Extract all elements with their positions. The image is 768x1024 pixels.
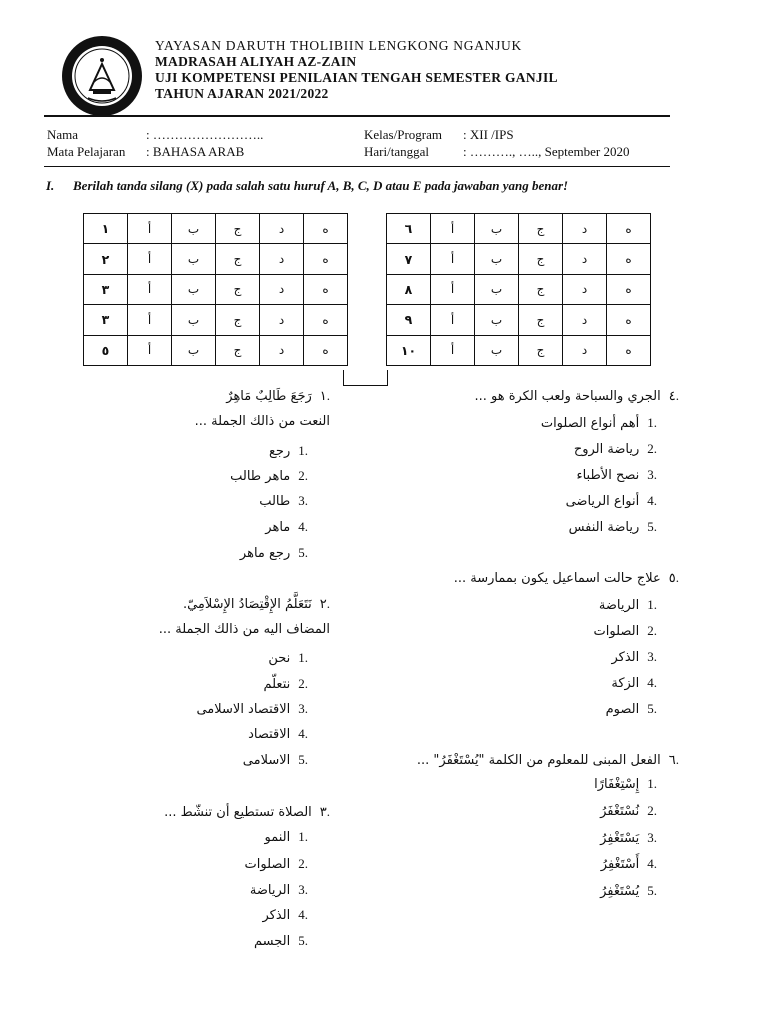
option-number: 2. bbox=[647, 441, 657, 456]
question-text: النعت من ذالك الجملة ... bbox=[194, 414, 330, 429]
option-number: 3. bbox=[647, 830, 657, 845]
answer-option[interactable] bbox=[576, 467, 657, 484]
option-text: الاسلامى bbox=[242, 753, 291, 768]
answer-option[interactable] bbox=[259, 493, 308, 510]
info-divider bbox=[44, 166, 670, 167]
answer-choice-cell[interactable]: ج bbox=[216, 214, 260, 244]
option-text: يَسْتَغْفِرُ bbox=[600, 831, 640, 846]
option-text: الصوم bbox=[605, 702, 640, 717]
option-text: الصلوات bbox=[593, 624, 640, 639]
answer-option[interactable] bbox=[240, 545, 308, 562]
option-number: 5. bbox=[647, 883, 657, 898]
option-text: نتعلّم bbox=[263, 677, 291, 692]
question-number: ٤. bbox=[668, 388, 679, 403]
option-number: 4. bbox=[298, 726, 308, 741]
answer-option[interactable] bbox=[265, 829, 308, 846]
question-number-cell: ٥ bbox=[84, 335, 128, 365]
answer-grid-row bbox=[84, 335, 348, 365]
answer-choice-cell[interactable]: ه bbox=[607, 305, 651, 335]
option-text: أهم أنواع الصلوات bbox=[540, 416, 640, 431]
answer-option[interactable] bbox=[600, 830, 657, 847]
question-item bbox=[226, 388, 330, 405]
school-name: MADRASAH ALIYAH AZ-ZAIN bbox=[155, 54, 357, 69]
answer-option[interactable] bbox=[230, 468, 308, 485]
header-divider bbox=[44, 115, 670, 117]
answer-choice-cell[interactable]: ه bbox=[304, 274, 348, 304]
name-label: Nama bbox=[47, 127, 79, 142]
answer-option[interactable] bbox=[245, 856, 308, 873]
option-text: الرياضة bbox=[598, 598, 640, 613]
answer-choice-cell[interactable]: ه bbox=[607, 274, 651, 304]
academic-year: TAHUN AJARAN 2021/2022 bbox=[155, 86, 329, 101]
answer-option[interactable] bbox=[250, 882, 308, 899]
option-number: 3. bbox=[298, 701, 308, 716]
option-number: 5. bbox=[298, 933, 308, 948]
question-number: ٦. bbox=[668, 752, 679, 767]
option-text: رجع ماهر bbox=[239, 546, 291, 561]
answer-option[interactable] bbox=[269, 443, 308, 460]
answer-choice-cell[interactable]: ه bbox=[304, 335, 348, 365]
answer-grid-left bbox=[83, 213, 348, 366]
question-number: ١. bbox=[319, 388, 330, 403]
option-text: نحن bbox=[268, 651, 291, 666]
question-text: الصلاة تستطيع أن تنشّط ... bbox=[164, 805, 312, 820]
answer-choice-cell[interactable]: أ bbox=[128, 305, 172, 335]
answer-grid-row bbox=[84, 305, 348, 335]
option-text: إِسْتِغْفَارًا bbox=[594, 777, 640, 792]
answer-choice-cell[interactable]: ج bbox=[216, 305, 260, 335]
question-number: ٥. bbox=[668, 570, 679, 585]
option-number: 5. bbox=[298, 752, 308, 767]
option-number: 1. bbox=[298, 650, 308, 665]
answer-choice-cell[interactable]: ه bbox=[607, 244, 651, 274]
answer-choice-cell[interactable]: د bbox=[563, 305, 607, 335]
school-seal-logo bbox=[60, 34, 144, 118]
answer-option[interactable] bbox=[243, 752, 308, 769]
option-number: 2. bbox=[647, 623, 657, 638]
question-item bbox=[183, 596, 330, 613]
question-number-cell: ٩ bbox=[387, 305, 431, 335]
school-header bbox=[155, 38, 558, 102]
option-number: 3. bbox=[647, 467, 657, 482]
question-number-cell: ٣ bbox=[84, 274, 128, 304]
question-item bbox=[454, 570, 679, 587]
option-text: الصلوات bbox=[244, 857, 291, 872]
answer-option[interactable] bbox=[600, 883, 657, 900]
option-text: ماهر طالب bbox=[230, 469, 291, 484]
answer-option[interactable] bbox=[611, 649, 657, 666]
answer-choice-cell[interactable]: د bbox=[563, 335, 607, 365]
answer-choice-cell[interactable]: ه bbox=[607, 214, 651, 244]
answer-choice-cell[interactable]: ب bbox=[172, 214, 216, 244]
question-number-cell: ١ bbox=[84, 214, 128, 244]
answer-grid-row bbox=[387, 305, 651, 335]
question-text: الجري والسباحة ولعب الكرة هو ... bbox=[474, 389, 661, 404]
answer-option[interactable] bbox=[566, 493, 657, 510]
question-subprompt bbox=[159, 622, 330, 638]
answer-option[interactable] bbox=[265, 519, 308, 536]
answer-choice-cell[interactable]: ج bbox=[519, 244, 563, 274]
option-number: 3. bbox=[298, 493, 308, 508]
answer-option[interactable] bbox=[262, 907, 308, 924]
answer-option[interactable] bbox=[248, 726, 308, 743]
instruction-text: Berilah tanda silang (X) pada salah satu huruf A, B, C, D atau E pada jawaban yang benar! bbox=[73, 178, 569, 193]
answer-grid-row bbox=[84, 214, 348, 244]
question-number: ٣. bbox=[319, 804, 330, 819]
option-text: الذكر bbox=[262, 908, 291, 923]
answer-option[interactable] bbox=[263, 676, 308, 693]
question-item bbox=[417, 752, 679, 769]
answer-choice-cell[interactable]: ب bbox=[172, 244, 216, 274]
answer-choice-cell[interactable]: د bbox=[563, 244, 607, 274]
answer-option[interactable] bbox=[600, 803, 657, 820]
answer-choice-cell[interactable]: ه bbox=[304, 214, 348, 244]
answer-grid-right bbox=[386, 213, 651, 366]
answer-grid-row bbox=[387, 214, 651, 244]
option-text: أنواع الرياضى bbox=[565, 494, 640, 509]
question-number-cell: ١٠ bbox=[387, 335, 431, 365]
name-value: : …………………….. bbox=[146, 127, 264, 142]
subject-label: Mata Pelajaran bbox=[47, 144, 126, 159]
answer-choice-cell[interactable]: ه bbox=[304, 244, 348, 274]
option-text: يُسْتَغْفِرُ bbox=[600, 884, 640, 899]
option-text: الاقتصاد bbox=[248, 727, 291, 742]
option-text: الزكة bbox=[611, 676, 640, 691]
option-text: ماهر bbox=[265, 520, 291, 535]
answer-option[interactable] bbox=[574, 441, 657, 458]
answer-choice-cell[interactable]: أ bbox=[431, 214, 475, 244]
answer-choice-cell[interactable]: ب bbox=[475, 214, 519, 244]
answer-option[interactable] bbox=[569, 519, 657, 536]
answer-option[interactable] bbox=[268, 650, 308, 667]
section-number: I. bbox=[46, 178, 55, 193]
answer-choice-cell[interactable]: د bbox=[260, 335, 304, 365]
option-number: 1. bbox=[298, 829, 308, 844]
option-text: النمو bbox=[264, 830, 291, 845]
question-item bbox=[164, 804, 330, 821]
answer-grid-row bbox=[387, 335, 651, 365]
question-item bbox=[474, 388, 679, 405]
question-number-cell: ٦ bbox=[387, 214, 431, 244]
date-label: Hari/tanggal bbox=[364, 144, 429, 159]
answer-choice-cell[interactable]: ج bbox=[216, 274, 260, 304]
option-number: 3. bbox=[298, 882, 308, 897]
option-text: رجع bbox=[269, 444, 291, 459]
answer-grid-row bbox=[84, 244, 348, 274]
answer-choice-cell[interactable]: ب bbox=[475, 244, 519, 274]
class-value: : XII /IPS bbox=[463, 127, 514, 142]
answer-choice-cell[interactable]: ب bbox=[475, 305, 519, 335]
option-number: 2. bbox=[298, 468, 308, 483]
option-number: 1. bbox=[298, 443, 308, 458]
exam-title: UJI KOMPETENSI PENILAIAN TENGAH SEMESTER GANJIL bbox=[155, 70, 558, 85]
option-number: 4. bbox=[647, 675, 657, 690]
question-number-cell: ٨ bbox=[387, 274, 431, 304]
answer-choice-cell[interactable]: ب bbox=[172, 274, 216, 304]
grid-connector bbox=[343, 370, 388, 386]
option-number: 2. bbox=[298, 676, 308, 691]
answer-option[interactable] bbox=[611, 675, 657, 692]
question-number-cell: ٣ bbox=[84, 305, 128, 335]
option-number: 5. bbox=[647, 519, 657, 534]
question-text: نَتَعَلَّمُ الإِقْتِصَادُ الإِسْلاَمِيّ. bbox=[182, 597, 312, 612]
option-number: 4. bbox=[298, 519, 308, 534]
answer-option[interactable] bbox=[196, 701, 308, 718]
answer-choice-cell[interactable]: د bbox=[260, 274, 304, 304]
option-number: 4. bbox=[647, 493, 657, 508]
option-number: 2. bbox=[298, 856, 308, 871]
answer-choice-cell[interactable]: أ bbox=[431, 244, 475, 274]
answer-grid-row bbox=[387, 244, 651, 274]
answer-choice-cell[interactable]: ه bbox=[607, 335, 651, 365]
answer-option[interactable] bbox=[254, 933, 308, 950]
answer-choice-cell[interactable]: ب bbox=[172, 335, 216, 365]
option-text: نُسْتَغْفَرُ bbox=[600, 804, 640, 819]
answer-choice-cell[interactable]: د bbox=[260, 305, 304, 335]
answer-option[interactable] bbox=[599, 597, 657, 614]
question-text: رَجَعَ طَالِبٌ مَاهِرٌ bbox=[226, 389, 312, 404]
answer-choice-cell[interactable]: أ bbox=[128, 244, 172, 274]
answer-grid-row bbox=[387, 274, 651, 304]
answer-choice-cell[interactable]: ج bbox=[216, 244, 260, 274]
question-number-cell: ٧ bbox=[387, 244, 431, 274]
question-subprompt bbox=[195, 414, 330, 430]
option-text: الجسم bbox=[254, 934, 291, 949]
answer-choice-cell[interactable]: أ bbox=[128, 214, 172, 244]
answer-choice-cell[interactable]: د bbox=[563, 214, 607, 244]
question-text: علاج حالت اسماعيل يكون بممارسة ... bbox=[453, 571, 661, 586]
option-text: رياضة الروح bbox=[573, 442, 640, 457]
option-number: 3. bbox=[647, 649, 657, 664]
option-number: 1. bbox=[647, 597, 657, 612]
answer-option[interactable] bbox=[606, 701, 657, 718]
answer-choice-cell[interactable]: د bbox=[563, 274, 607, 304]
option-number: 5. bbox=[298, 545, 308, 560]
date-value: : ………., ….., September 2020 bbox=[463, 144, 630, 159]
foundation-name: YAYASAN DARUTH THOLIBIIN LENGKONG NGANJUK bbox=[155, 38, 522, 53]
option-number: 5. bbox=[647, 701, 657, 716]
option-text: الاقتصاد الاسلامى bbox=[196, 702, 291, 717]
answer-option[interactable] bbox=[594, 623, 657, 640]
answer-grid-row bbox=[84, 274, 348, 304]
answer-choice-cell[interactable]: د bbox=[260, 244, 304, 274]
option-number: 2. bbox=[647, 803, 657, 818]
answer-choice-cell[interactable]: ج bbox=[216, 335, 260, 365]
option-text: طالب bbox=[259, 494, 291, 509]
option-text: نصح الأطباء bbox=[576, 468, 640, 483]
question-number: ٢. bbox=[319, 596, 330, 611]
question-text: المضاف اليه من ذالك الجملة ... bbox=[158, 622, 330, 637]
answer-choice-cell[interactable]: أ bbox=[431, 305, 475, 335]
answer-choice-cell[interactable]: أ bbox=[128, 274, 172, 304]
option-text: رياضة النفس bbox=[568, 520, 640, 535]
answer-option[interactable] bbox=[541, 415, 657, 432]
option-number: 4. bbox=[647, 856, 657, 871]
option-number: 1. bbox=[647, 776, 657, 791]
option-text: الذكر bbox=[611, 650, 640, 665]
answer-option[interactable] bbox=[601, 856, 657, 873]
question-number-cell: ٢ bbox=[84, 244, 128, 274]
answer-choice-cell[interactable]: ب bbox=[172, 305, 216, 335]
answer-choice-cell[interactable]: ج bbox=[519, 335, 563, 365]
answer-option[interactable] bbox=[594, 776, 657, 793]
answer-choice-cell[interactable]: ب bbox=[475, 274, 519, 304]
answer-choice-cell[interactable]: د bbox=[260, 214, 304, 244]
option-number: 1. bbox=[647, 415, 657, 430]
option-text: الرياضة bbox=[249, 883, 291, 898]
answer-choice-cell[interactable]: ج bbox=[519, 274, 563, 304]
option-number: 4. bbox=[298, 907, 308, 922]
subject-value: : BAHASA ARAB bbox=[146, 144, 245, 159]
answer-choice-cell[interactable]: ب bbox=[475, 335, 519, 365]
answer-choice-cell[interactable]: ج bbox=[519, 305, 563, 335]
question-text: الفعل المبنى للمعلوم من الكلمة "يُسْتَغْفَرُ" ... bbox=[416, 753, 661, 768]
class-label: Kelas/Program bbox=[364, 127, 442, 142]
answer-choice-cell[interactable]: أ bbox=[431, 335, 475, 365]
option-text: أَسْتَغْفِرُ bbox=[600, 857, 640, 872]
answer-choice-cell[interactable]: ج bbox=[519, 214, 563, 244]
answer-choice-cell[interactable]: أ bbox=[431, 274, 475, 304]
answer-choice-cell[interactable]: ه bbox=[304, 305, 348, 335]
answer-choice-cell[interactable]: أ bbox=[128, 335, 172, 365]
